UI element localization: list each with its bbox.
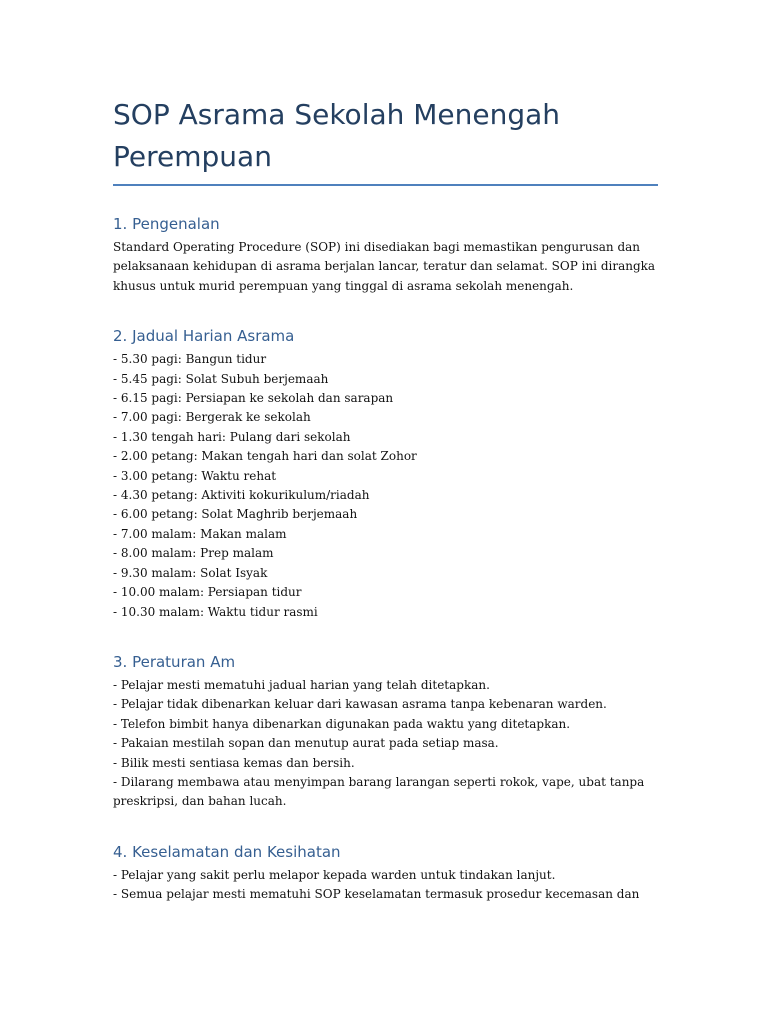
document-body <box>113 214 658 905</box>
body-line: - 3.00 petang: Waktu rehat <box>113 468 277 483</box>
body-line: - Dilarang membawa atau menyimpan barang larangan seperti rokok, vape, ubat tanpa <box>113 774 645 789</box>
body-line: - 5.30 pagi: Bangun tidur <box>113 352 267 367</box>
body-line: - 5.45 pagi: Solat Subuh berjemaah <box>113 371 329 386</box>
section-heading: 3. Peraturan Am <box>113 652 236 671</box>
body-line: - 6.15 pagi: Persiapan ke sekolah dan sarapan <box>113 391 394 406</box>
body-line: - 1.30 tengah hari: Pulang dari sekolah <box>113 429 351 444</box>
section-heading: 2. Jadual Harian Asrama <box>113 327 295 346</box>
section-heading: 4. Keselamatan dan Kesihatan <box>113 842 341 861</box>
body-line: pelaksanaan kehidupan di asrama berjalan lancar, teratur dan selamat. SOP ini dirangka <box>113 259 656 274</box>
title-line: SOP Asrama Sekolah Menengah <box>113 98 561 131</box>
section-2 <box>113 326 658 622</box>
body-line: - 7.00 pagi: Bergerak ke sekolah <box>113 410 311 425</box>
section-body <box>113 350 658 622</box>
document-title <box>113 94 658 186</box>
section-1 <box>113 214 658 296</box>
body-line: Standard Operating Procedure (SOP) ini disediakan bagi memastikan pengurusan dan <box>113 240 641 254</box>
body-line: khusus untuk murid perempuan yang tinggal di asrama sekolah menengah. <box>113 278 574 293</box>
section-4 <box>113 842 658 905</box>
body-line: - Pelajar yang sakit perlu melapor kepada warden untuk tindakan lanjut. <box>113 867 556 882</box>
document-page <box>113 94 658 905</box>
body-line: - 10.00 malam: Persiapan tidur <box>113 585 302 600</box>
body-line: - Pelajar mesti mematuhi jadual harian yang telah ditetapkan. <box>113 677 490 692</box>
section-body <box>113 676 658 812</box>
body-line: - 7.00 malam: Makan malam <box>113 526 287 541</box>
body-line: - 10.30 malam: Waktu tidur rasmi <box>113 604 318 619</box>
section-body <box>113 238 658 296</box>
title-line: Perempuan <box>113 140 272 173</box>
body-line: - 8.00 malam: Prep malam <box>113 546 274 561</box>
body-line: - Bilik mesti sentiasa kemas dan bersih. <box>113 755 355 770</box>
body-line: - 2.00 petang: Makan tengah hari dan solat Zohor <box>113 449 417 464</box>
section-heading: 1. Pengenalan <box>113 215 220 233</box>
body-line: - Semua pelajar mesti mematuhi SOP keselamatan termasuk prosedur kecemasan dan <box>113 887 640 902</box>
body-line: - Pakaian mestilah sopan dan menutup aurat pada setiap masa. <box>113 736 499 751</box>
body-line: - 4.30 petang: Aktiviti kokurikulum/riadah <box>113 488 370 503</box>
section-3 <box>113 652 658 812</box>
body-line: - 6.00 petang: Solat Maghrib berjemaah <box>113 507 358 522</box>
body-line: - 9.30 malam: Solat Isyak <box>113 565 268 580</box>
body-line: - Telefon bimbit hanya dibenarkan digunakan pada waktu yang ditetapkan. <box>113 716 571 731</box>
body-line: preskripsi, dan bahan lucah. <box>113 794 287 809</box>
section-body <box>113 866 658 905</box>
body-line: - Pelajar tidak dibenarkan keluar dari kawasan asrama tanpa kebenaran warden. <box>113 697 607 712</box>
